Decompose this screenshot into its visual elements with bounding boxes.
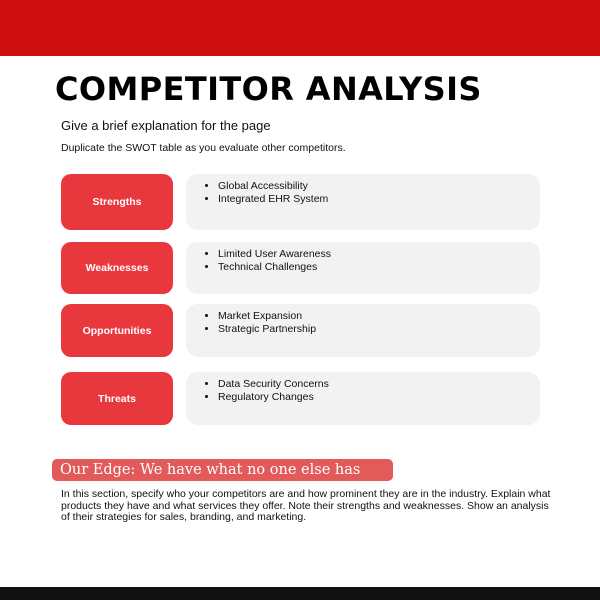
swot-row-weaknesses bbox=[61, 242, 541, 294]
swot-item: • Global Accessibility bbox=[218, 180, 540, 193]
swot-row-strengths bbox=[61, 174, 541, 230]
swot-panel-opportunities bbox=[186, 304, 540, 357]
swot-label-weaknesses: Weaknesses bbox=[61, 242, 173, 294]
edge-body-text: In this section, specify who your competitors are and how prominent they are in the industry. Explain what products they have and what services they offer. Note their strengths and weaknesses. Show an analysis of their strategies for sales, branding, and marketing. bbox=[61, 488, 551, 523]
edge-heading: Our Edge: We have what no one else has bbox=[52, 459, 393, 481]
swot-panel-strengths bbox=[186, 174, 540, 230]
swot-item: • Integrated EHR System bbox=[218, 193, 540, 206]
page-subtitle: Give a brief explanation for the page bbox=[61, 118, 271, 133]
swot-item: • Data Security Concerns bbox=[218, 378, 540, 391]
swot-panel-weaknesses bbox=[186, 242, 540, 294]
swot-row-opportunities bbox=[61, 304, 541, 357]
footer-band bbox=[0, 587, 600, 600]
swot-item: • Regulatory Changes bbox=[218, 391, 540, 404]
page-title: COMPETITOR ANALYSIS bbox=[55, 70, 482, 108]
swot-label-threats: Threats bbox=[61, 372, 173, 425]
swot-panel-threats bbox=[186, 372, 540, 425]
swot-item: • Strategic Partnership bbox=[218, 323, 540, 336]
header-band bbox=[0, 0, 600, 56]
swot-label-opportunities: Opportunities bbox=[61, 304, 173, 357]
swot-item: • Market Expansion bbox=[218, 310, 540, 323]
swot-item: • Technical Challenges bbox=[218, 261, 540, 274]
swot-row-threats bbox=[61, 372, 541, 425]
swot-item: • Limited User Awareness bbox=[218, 248, 540, 261]
swot-label-strengths: Strengths bbox=[61, 174, 173, 230]
instruction-text: Duplicate the SWOT table as you evaluate other competitors. bbox=[61, 142, 346, 154]
